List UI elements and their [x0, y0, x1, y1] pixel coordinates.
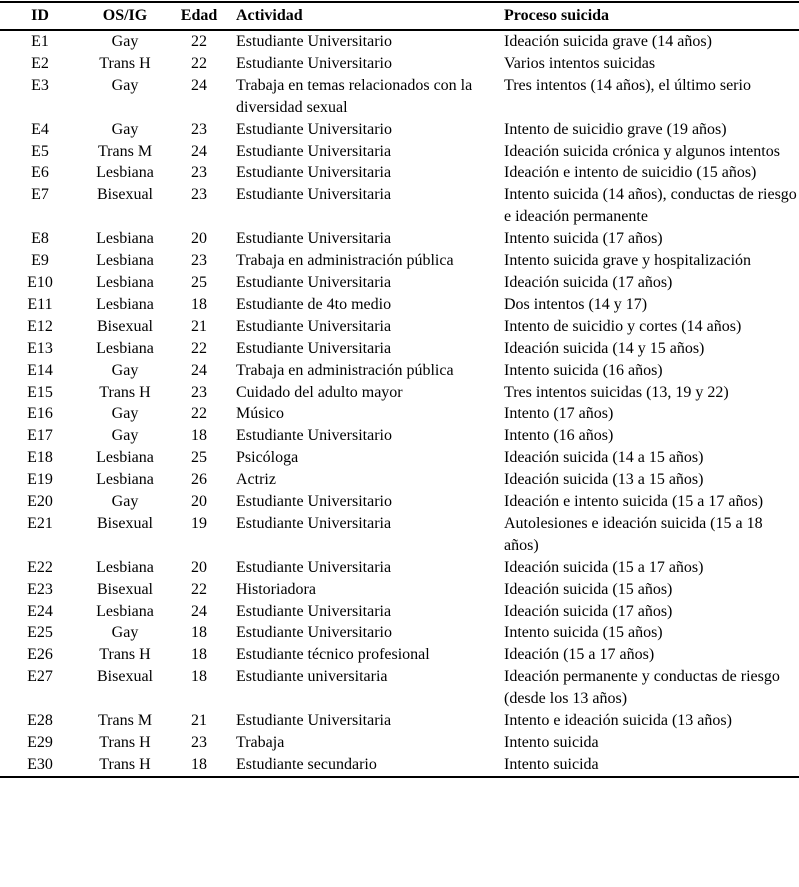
table-row: [0, 31, 799, 53]
cell-proceso: Tres intentos (14 años), el último serio: [504, 76, 751, 94]
table-row: [0, 119, 799, 141]
cell-edad: 23: [191, 186, 207, 204]
cell-id: E26: [27, 646, 53, 664]
cell-os-ig: Trans H: [99, 734, 151, 751]
table-row: [0, 338, 799, 360]
cell-id: E1: [31, 33, 49, 50]
cell-proceso: Ideación suicida (14 a 15 años): [504, 449, 704, 467]
table-row: [0, 447, 799, 469]
cell-actividad: Cuidado del adulto mayor: [236, 383, 403, 401]
cell-actividad: Trabaja: [236, 734, 285, 751]
cell-id: E21: [27, 514, 53, 532]
cell-actividad: Estudiante Universitaria: [236, 558, 392, 576]
cell-actividad: Estudiante Universitaria: [236, 142, 392, 160]
cell-os-ig: Lesbiana: [96, 602, 154, 620]
cell-id: E15: [27, 383, 53, 401]
cell-edad: 18: [191, 668, 207, 686]
cell-os-ig: Gay: [111, 493, 139, 511]
cell-actividad: Estudiante Universitario: [236, 120, 392, 138]
cell-proceso: Intento suicida grave y hospitalización: [504, 252, 752, 270]
cell-actividad: Estudiante Universitaria: [236, 514, 392, 532]
cell-proceso: Intento suicida: [504, 755, 599, 773]
cell-actividad: Estudiante Universitario: [236, 427, 392, 445]
cell-id: E27: [27, 668, 53, 686]
cell-os-ig: Gay: [111, 624, 139, 642]
cell-actividad: Estudiante Universitario: [236, 33, 392, 50]
cell-proceso: Ideación permanente y conductas de riesgo (desde los 13 años): [504, 668, 780, 708]
table-row: [0, 491, 799, 513]
cell-edad: 25: [191, 449, 207, 467]
table-row: [0, 403, 799, 425]
cell-os-ig: Gay: [111, 76, 139, 94]
cell-edad: 21: [191, 712, 207, 730]
cell-id: E13: [27, 339, 53, 357]
cell-edad: 22: [191, 580, 207, 598]
cell-actividad: Estudiante Universitaria: [236, 712, 392, 730]
cell-actividad: Estudiante Universitario: [236, 493, 392, 511]
cell-id: E4: [31, 120, 49, 138]
cell-id: E5: [31, 142, 49, 160]
table-row: [0, 579, 799, 601]
cell-actividad: Estudiante Universitaria: [236, 339, 392, 357]
cell-os-ig: Bisexual: [97, 668, 153, 686]
cell-actividad: Músico: [236, 405, 284, 423]
cell-edad: 21: [191, 317, 207, 335]
table-row: [0, 382, 799, 404]
table-row: [0, 294, 799, 316]
cell-proceso: Tres intentos suicidas (13, 19 y 22): [504, 383, 729, 401]
cell-actividad: Historiadora: [236, 580, 316, 598]
cell-os-ig: Trans H: [99, 54, 151, 72]
cell-os-ig: Lesbiana: [96, 471, 154, 489]
cell-edad: 18: [191, 295, 207, 313]
cell-proceso: Intento de suicidio y cortes (14 años): [504, 317, 742, 335]
cell-actividad: Estudiante Universitaria: [236, 273, 392, 291]
cell-edad: 23: [191, 383, 207, 401]
cell-proceso: Autolesiones e ideación suicida (15 a 18 años): [504, 514, 763, 554]
cell-edad: 20: [191, 230, 207, 248]
cell-id: E19: [27, 471, 53, 489]
cell-id: E28: [27, 712, 53, 730]
cell-edad: 22: [191, 405, 207, 423]
cell-edad: 26: [191, 471, 207, 489]
cell-proceso: Intento suicida: [504, 734, 599, 751]
cell-proceso: Ideación suicida grave (14 años): [504, 33, 712, 50]
cell-edad: 22: [191, 339, 207, 357]
cell-proceso: Ideación suicida (13 a 15 años): [504, 471, 704, 489]
cell-proceso: Intento de suicidio grave (19 años): [504, 120, 727, 138]
table-row: [0, 469, 799, 491]
cell-id: E24: [27, 602, 53, 620]
cell-os-ig: Bisexual: [97, 186, 153, 204]
cell-proceso: Intento e ideación suicida (13 años): [504, 712, 732, 730]
header-id: ID: [31, 7, 49, 24]
cell-id: E20: [27, 493, 53, 511]
table-row: [0, 425, 799, 447]
cell-proceso: Ideación (15 a 17 años): [504, 646, 655, 664]
cell-id: E7: [31, 186, 49, 204]
cell-edad: 20: [191, 493, 207, 511]
cell-id: E17: [27, 427, 53, 445]
cell-os-ig: Bisexual: [97, 317, 153, 335]
cell-proceso: Intento suicida (16 años): [504, 361, 663, 379]
cell-id: E16: [27, 405, 53, 423]
cell-edad: 18: [191, 755, 207, 773]
cell-proceso: Ideación e intento de suicidio (15 años): [504, 164, 757, 182]
cell-proceso: Dos intentos (14 y 17): [504, 295, 648, 313]
cell-id: E29: [27, 734, 53, 751]
cell-os-ig: Lesbiana: [96, 252, 154, 270]
cell-os-ig: Bisexual: [97, 580, 153, 598]
cell-actividad: Estudiante Universitaria: [236, 602, 392, 620]
cell-actividad: Estudiante Universitario: [236, 624, 392, 642]
cell-edad: 18: [191, 427, 207, 445]
cell-id: E11: [27, 295, 53, 313]
cell-edad: 24: [191, 76, 207, 94]
cell-actividad: Trabaja en administración pública: [236, 361, 454, 379]
cell-os-ig: Lesbiana: [96, 558, 154, 576]
cell-proceso: Intento suicida (17 años): [504, 230, 663, 248]
cell-edad: 24: [191, 602, 207, 620]
table-row: [0, 754, 799, 776]
cell-proceso: Intento suicida (15 años): [504, 624, 663, 642]
table-row: [0, 622, 799, 644]
table-row: [0, 644, 799, 666]
cell-actividad: Estudiante Universitaria: [236, 164, 392, 182]
cell-proceso: Varios intentos suicidas: [504, 54, 656, 72]
cell-edad: 23: [191, 120, 207, 138]
table-row: [0, 601, 799, 623]
cell-proceso: Ideación suicida crónica y algunos intentos: [504, 142, 780, 160]
table-row: [0, 513, 799, 557]
cell-edad: 25: [191, 273, 207, 291]
table-body: [0, 31, 799, 776]
table-row: [0, 710, 799, 732]
table-row: [0, 228, 799, 250]
cell-actividad: Trabaja en temas relacionados con la diversidad sexual: [236, 76, 473, 116]
cell-os-ig: Gay: [111, 361, 139, 379]
cell-os-ig: Lesbiana: [96, 164, 154, 182]
cell-actividad: Psicóloga: [236, 449, 299, 467]
cell-actividad: Estudiante Universitaria: [236, 317, 392, 335]
table-row: [0, 360, 799, 382]
header-edad: Edad: [180, 7, 218, 24]
table-row: [0, 272, 799, 294]
cell-os-ig: Gay: [111, 427, 139, 445]
cell-os-ig: Bisexual: [97, 514, 153, 532]
cell-id: E23: [27, 580, 53, 598]
cell-id: E12: [27, 317, 53, 335]
cell-os-ig: Gay: [111, 33, 139, 50]
cell-id: E10: [27, 273, 53, 291]
cell-proceso: Ideación suicida (15 años): [504, 580, 673, 598]
cell-id: E9: [31, 252, 49, 270]
bottom-rule: [0, 776, 799, 778]
cell-id: E25: [27, 624, 53, 642]
cell-actividad: Estudiante Universitaria: [236, 186, 392, 204]
cell-os-ig: Lesbiana: [96, 295, 154, 313]
table-row: [0, 557, 799, 579]
table-row: [0, 184, 799, 228]
table-row: [0, 250, 799, 272]
cell-proceso: Intento (17 años): [504, 405, 614, 423]
cell-os-ig: Trans M: [97, 142, 153, 160]
cell-os-ig: Trans H: [99, 383, 151, 401]
cell-proceso: Ideación suicida (17 años): [504, 602, 673, 620]
cell-id: E30: [27, 755, 53, 773]
cell-id: E3: [31, 76, 49, 94]
table-row: [0, 162, 799, 184]
cell-edad: 22: [191, 54, 207, 72]
cell-edad: 24: [191, 361, 207, 379]
cell-edad: 23: [191, 252, 207, 270]
cell-id: E6: [31, 164, 49, 182]
cell-proceso: Ideación suicida (15 a 17 años): [504, 558, 704, 576]
cell-actividad: Estudiante Universitario: [236, 54, 392, 72]
cell-actividad: Estudiante de 4to medio: [236, 295, 392, 313]
cell-os-ig: Trans M: [97, 712, 153, 730]
cell-os-ig: Lesbiana: [96, 449, 154, 467]
table-row: [0, 141, 799, 163]
cell-id: E2: [31, 54, 49, 72]
cell-edad: 24: [191, 142, 207, 160]
cell-edad: 23: [191, 734, 207, 751]
cell-os-ig: Trans H: [99, 646, 151, 664]
cell-actividad: Estudiante secundario: [236, 755, 377, 773]
cell-actividad: Actriz: [236, 471, 276, 489]
table-row: [0, 53, 799, 75]
cell-edad: 22: [191, 33, 207, 50]
cell-os-ig: Gay: [111, 405, 139, 423]
cell-os-ig: Gay: [111, 120, 139, 138]
cell-actividad: Estudiante técnico profesional: [236, 646, 430, 664]
cell-proceso: Intento (16 años): [504, 427, 614, 445]
cell-os-ig: Lesbiana: [96, 339, 154, 357]
table-row: [0, 316, 799, 338]
cell-actividad: Trabaja en administración pública: [236, 252, 454, 270]
cell-actividad: Estudiante universitaria: [236, 668, 388, 686]
cell-edad: 20: [191, 558, 207, 576]
cell-proceso: Ideación suicida (17 años): [504, 273, 673, 291]
cell-id: E18: [27, 449, 53, 467]
cell-os-ig: Trans H: [99, 755, 151, 773]
header-proceso: Proceso suicida: [504, 7, 610, 24]
cell-proceso: Intento suicida (14 años), conductas de riesgo e ideación permanente: [504, 186, 797, 226]
cell-os-ig: Lesbiana: [96, 230, 154, 248]
cell-edad: 19: [191, 514, 207, 532]
header-row: [0, 3, 799, 29]
table-row: [0, 666, 799, 710]
table-row: [0, 75, 799, 119]
cell-edad: 23: [191, 164, 207, 182]
cell-proceso: Ideación suicida (14 y 15 años): [504, 339, 705, 357]
cell-id: E14: [27, 361, 53, 379]
cell-id: E22: [27, 558, 53, 576]
cell-id: E8: [31, 230, 49, 248]
cell-proceso: Ideación e intento suicida (15 a 17 años): [504, 493, 764, 511]
cell-os-ig: Lesbiana: [96, 273, 154, 291]
header-os-ig: OS/IG: [102, 7, 148, 24]
cell-edad: 18: [191, 624, 207, 642]
cell-actividad: Estudiante Universitaria: [236, 230, 392, 248]
header-actividad: Actividad: [236, 7, 303, 24]
table-row: [0, 732, 799, 754]
cell-edad: 18: [191, 646, 207, 664]
